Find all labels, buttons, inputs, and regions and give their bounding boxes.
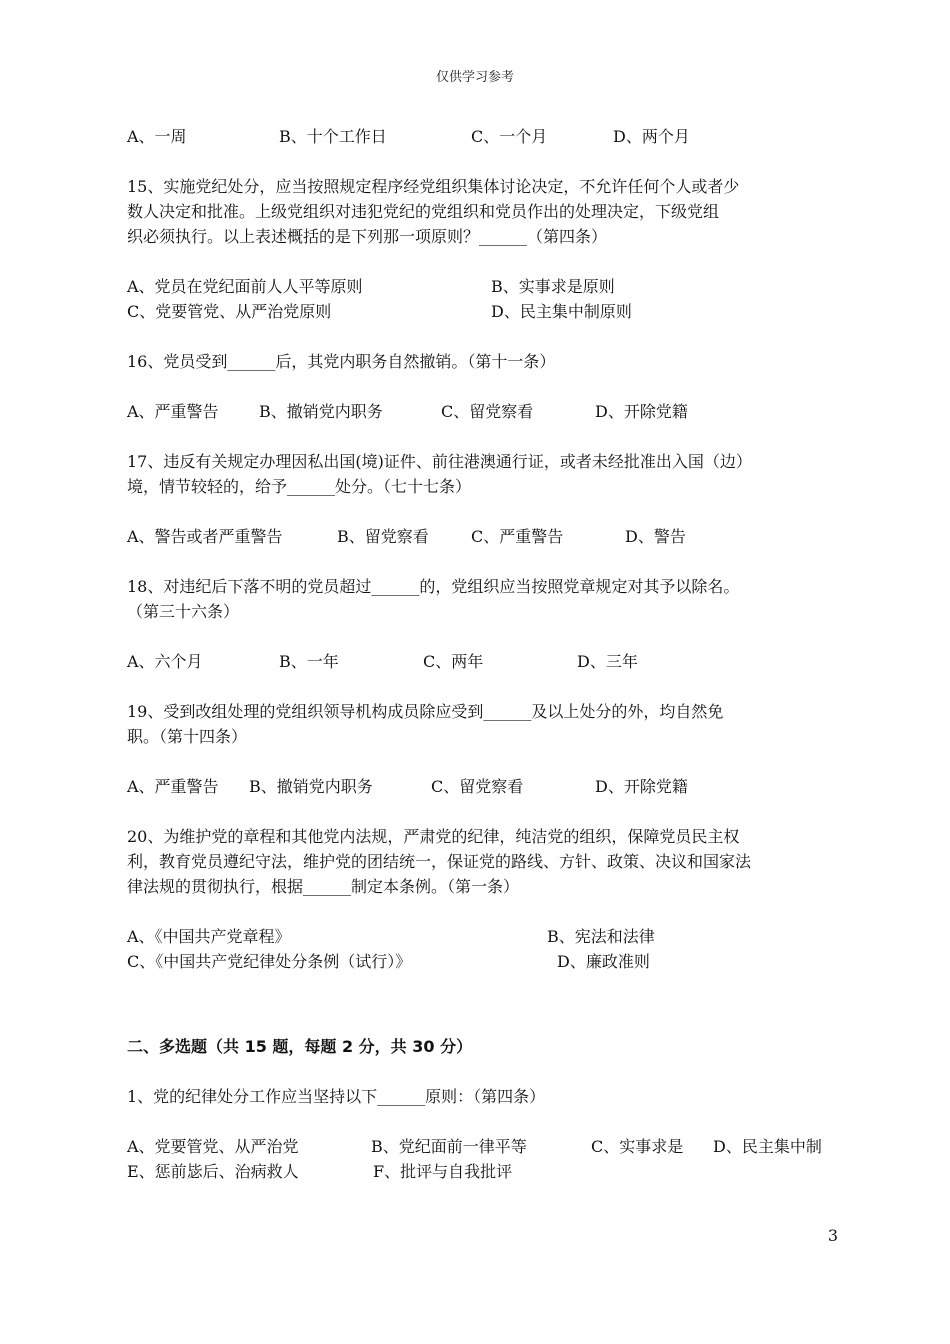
page-number: 3: [827, 1226, 838, 1245]
question-text: 利，教育党员遵纪守法，维护党的团结统一，保证党的路线、方针、政策、决议和国家法: [127, 852, 752, 871]
section-title: 二、多选题（共 15 题，每题 2 分，共 30 分）: [127, 1037, 473, 1056]
option-b: B、撤销党内职务: [259, 402, 383, 421]
q20-options-row2: [127, 949, 837, 974]
option-c: C、两年: [423, 652, 484, 671]
option-a: A、警告或者严重警告: [127, 527, 283, 546]
page-content: [127, 122, 837, 1184]
question-text: 律法规的贯彻执行，根据______制定本条例。（第一条）: [127, 877, 520, 896]
option-a: A、一周: [127, 127, 187, 146]
question-text: 数人决定和批准。上级党组织对违犯党纪的党组织和党员作出的处理决定，下级党组: [127, 202, 720, 221]
page-header: 仅供学习参考: [435, 70, 514, 85]
question-text: 织必须执行。以上表述概括的是下列那一项原则？______（第四条）: [127, 227, 608, 246]
q20-options-row1: [127, 924, 837, 949]
question-text: 19、受到改组处理的党组织领导机构成员除应受到______及以上处分的外，均自然免: [127, 702, 724, 721]
option-c: C、留党察看: [431, 777, 524, 796]
question-text: 20、为维护党的章程和其他党内法规，严肃党的纪律，纯洁党的组织，保障党员民主权: [127, 827, 740, 846]
option-a: A、党要管党、从严治党: [127, 1137, 299, 1156]
option-d: D、民主集中制: [713, 1137, 822, 1156]
option-b: B、留党察看: [337, 527, 429, 546]
question-text: 16、党员受到______后，其党内职务自然撤销。（第十一条）: [127, 352, 556, 371]
question-text: 15、实施党纪处分，应当按照规定程序经党组织集体讨论决定，不允许任何个人或者少: [127, 177, 740, 196]
question-text: 17、违反有关规定办理因私出国(境)证件、前往港澳通行证，或者未经批准出入国（边）: [127, 452, 752, 471]
s2-q1-options-row1: [127, 1134, 837, 1159]
s2-q1-options-row2: [127, 1159, 837, 1184]
option-c: C、实事求是: [591, 1137, 684, 1156]
question-17: [127, 449, 837, 549]
option-c: C、严重警告: [471, 527, 564, 546]
option-f: F、批评与自我批评: [373, 1162, 513, 1181]
option-b: B、一年: [279, 652, 339, 671]
option-c: C、留党察看: [441, 402, 534, 421]
option-d: D、警告: [625, 527, 686, 546]
option-a: A、严重警告: [127, 777, 219, 796]
option-a: A、严重警告: [127, 402, 219, 421]
option-d: D、两个月: [613, 127, 690, 146]
q18-options: [127, 649, 837, 674]
q17-options: [127, 524, 837, 549]
option-b: B、宪法和法律: [547, 927, 655, 946]
q14-options: [127, 124, 837, 149]
option-d: D、开除党籍: [595, 402, 688, 421]
question-19: [127, 699, 837, 799]
section-multiple-choice: [127, 1034, 837, 1184]
question-text: （第三十六条）: [127, 602, 240, 621]
option-d: D、民主集中制原则: [491, 302, 632, 321]
question-text: 1、党的纪律处分工作应当坚持以下______原则：（第四条）: [127, 1087, 546, 1106]
question-text: 境，情节较轻的，给予______处分。（七十七条）: [127, 477, 472, 496]
option-b: B、十个工作日: [279, 127, 387, 146]
question-20: [127, 824, 837, 974]
q19-options: [127, 774, 837, 799]
question-text: 18、对违纪后下落不明的党员超过______的，党组织应当按照党章规定对其予以除名。: [127, 577, 740, 596]
option-a: A、党员在党纪面前人人平等原则: [127, 277, 363, 296]
option-b: B、实事求是原则: [491, 277, 615, 296]
option-b: B、党纪面前一律平等: [371, 1137, 527, 1156]
option-b: B、撤销党内职务: [249, 777, 373, 796]
question-18: [127, 574, 837, 674]
option-d: D、开除党籍: [595, 777, 688, 796]
option-d: D、三年: [577, 652, 638, 671]
question-16: [127, 349, 837, 424]
option-a: A、六个月: [127, 652, 203, 671]
option-e: E、惩前毖后、治病救人: [127, 1162, 299, 1181]
q15-options-row1: [127, 274, 837, 299]
option-c: C、一个月: [471, 127, 548, 146]
q15-options-row2: [127, 299, 837, 324]
q16-options: [127, 399, 837, 424]
option-a: A、《中国共产党章程》: [127, 927, 291, 946]
question-text: 职。（第十四条）: [127, 727, 248, 746]
option-d: D、廉政准则: [557, 952, 650, 971]
question-15: [127, 174, 837, 324]
option-c: C、党要管党、从严治党原则: [127, 302, 332, 321]
option-c: C、《中国共产党纪律处分条例（试行）》: [127, 952, 412, 971]
